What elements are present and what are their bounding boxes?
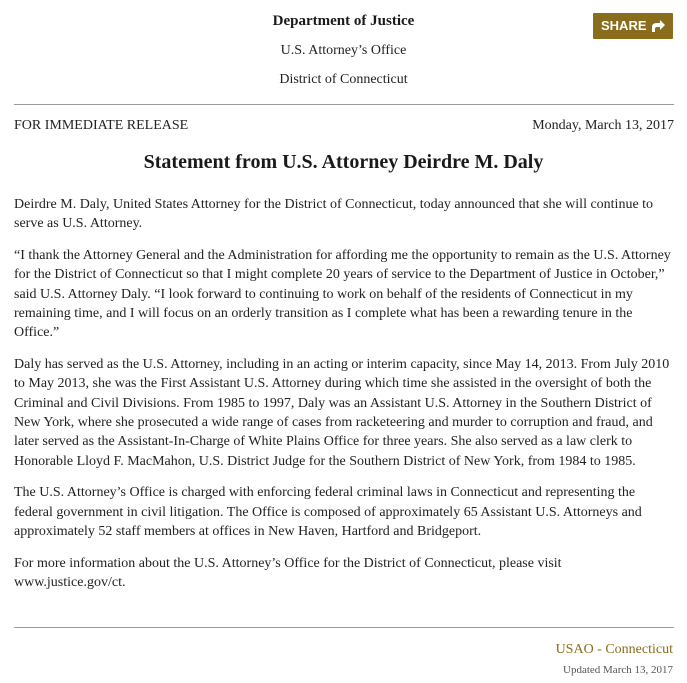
paragraph: Daly has served as the U.S. Attorney, including in an acting or interim capacity, since May 14, 2013. From July 2010 to May 2013, she was the First Assistant U.S. Attorney during which time she assisted in the oversight of both the Criminal and Civil Divisions. From 1985 to 1997, Daly was an Assistant U.S. Attorney in the Southern District of New York, where she prosecuted a wide range of cases from racketeering and murder to corruption and fraud, and later served as the Assistant-In-Charge of White Plains Office for three years. She also served as a law clerk to Honorable Lloyd F. MacMahon, U.S. District Judge for the Southern District of New York, from 1984 to 1985. — [14, 356, 670, 469]
district-name: District of Connecticut — [279, 72, 408, 87]
release-label: FOR IMMEDIATE RELEASE — [14, 118, 189, 133]
paragraph: Deirdre M. Daly, United States Attorney for the District of Connecticut, today announced that she will continue to serve as U.S. Attorney. — [14, 197, 654, 232]
office-name: U.S. Attorney’s Office — [280, 43, 407, 58]
updated-date: Updated March 13, 2017 — [563, 664, 673, 676]
paragraph: For more information about the U.S. Attorney’s Office for the District of Connecticut, please visit www.justice.gov/ct. — [14, 555, 562, 590]
component-link[interactable]: USAO - Connecticut — [555, 642, 673, 657]
paragraph: “I thank the Attorney General and the Administration for affording me the opportunity to remain as the U.S. Attorney for the District of Connecticut so that I might complete 20 years of service to the Department of Justice in October,” said U.S. Attorney Daly. “I look forward to continuing to work on behalf of the residents of Connecticut in my remaining time, and I will focus on an orderly transition as I complete what has been a rewarding tenure in the Office.” — [14, 247, 671, 341]
share-label: SHARE — [601, 18, 647, 33]
release-date: Monday, March 13, 2017 — [532, 118, 674, 133]
top-divider — [14, 104, 674, 105]
bottom-divider — [14, 627, 674, 628]
share-arrow-icon — [649, 17, 667, 35]
page-title: Statement from U.S. Attorney Deirdre M. Daly — [143, 151, 544, 173]
press-release-body — [14, 195, 676, 604]
share-button[interactable] — [593, 13, 673, 39]
paragraph: The U.S. Attorney’s Office is charged with enforcing federal criminal laws in Connecticut and representing the federal government in civil litigation. The Office is composed of approximately 65 Assistant U.S. Attorneys and approximately 52 staff members at offices in New Haven, Hartford and Bridgeport. — [14, 485, 642, 540]
department-heading: Department of Justice — [272, 13, 415, 29]
